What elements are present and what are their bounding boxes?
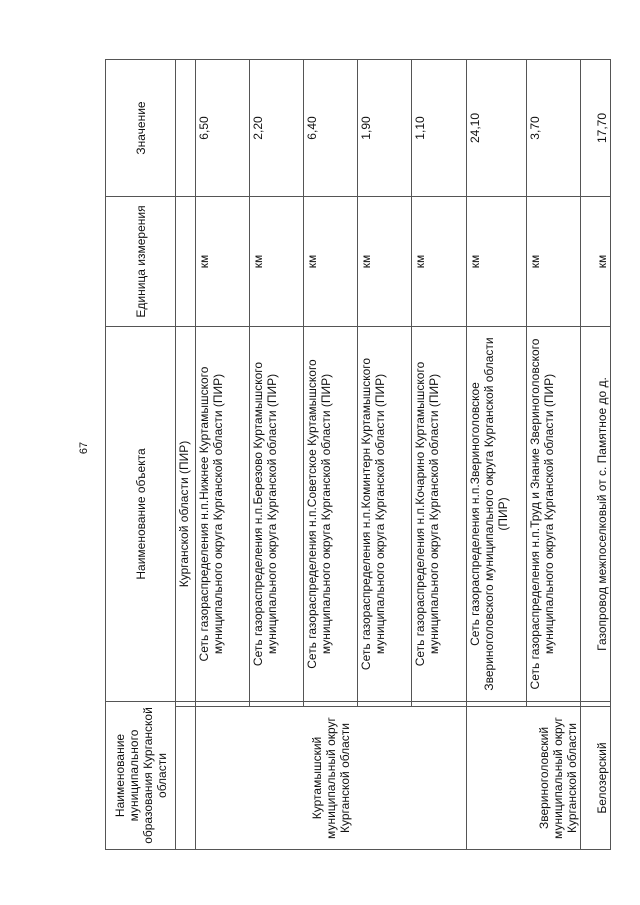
unit-cell: км bbox=[467, 197, 527, 327]
header-row bbox=[106, 60, 176, 850]
unit-cell: км bbox=[250, 197, 304, 327]
object-cell: Сеть газораспределения н.п.Кочарино Куртамышского муниципального округа Курганской области (ПИР) bbox=[412, 327, 467, 702]
value-cell: 1,10 bbox=[412, 60, 467, 197]
header-unit: Единица измерения bbox=[106, 197, 176, 327]
objects-table bbox=[105, 59, 611, 850]
spacer-cell bbox=[527, 702, 581, 707]
header-object: Наименование объекта bbox=[106, 327, 176, 702]
unit-cell: км bbox=[304, 197, 358, 327]
value-cell: 6,50 bbox=[196, 60, 250, 197]
object-cell: Сеть газораспределения н.п.Нижнее Куртамышского муниципального округа Курганской области (ПИР) bbox=[196, 327, 250, 702]
value-cell bbox=[176, 60, 196, 197]
value-cell: 17,70 bbox=[581, 60, 611, 197]
spacer-cell bbox=[304, 702, 358, 707]
object-cell: Газопровод межпоселковый от с. Памятное до д. bbox=[581, 327, 611, 702]
rotated-table-container bbox=[105, 60, 610, 850]
header-municipality: Наименование муниципального образования Курганской области bbox=[106, 702, 176, 850]
page-number: 67 bbox=[78, 441, 90, 455]
municipality-belozersky: Белозерский bbox=[581, 707, 611, 850]
value-cell: 24,10 bbox=[467, 60, 527, 197]
municipality-zverinogolovsk: Звериноголовский муниципальный округ Курганской области bbox=[467, 707, 581, 850]
spacer-cell bbox=[358, 702, 412, 707]
table-row bbox=[467, 60, 527, 850]
unit-cell: км bbox=[358, 197, 412, 327]
object-cell: Сеть газораспределения н.п.Звериноголовское Звериноголовского муниципального округа Курганской области (ПИР) bbox=[467, 327, 527, 702]
municipality-kurtamysh: Куртамышский муниципальный округ Курганской области bbox=[196, 707, 467, 850]
spacer-cell bbox=[250, 702, 304, 707]
spacer-cell bbox=[196, 702, 250, 707]
unit-cell: км bbox=[412, 197, 467, 327]
value-cell: 6,40 bbox=[304, 60, 358, 197]
spacer-cell bbox=[467, 702, 527, 707]
value-cell: 3,70 bbox=[527, 60, 581, 197]
value-cell: 1,90 bbox=[358, 60, 412, 197]
spacer-cell bbox=[581, 702, 611, 707]
unit-cell: км bbox=[527, 197, 581, 327]
object-cell: Сеть газораспределения н.п.Коминтерн Куртамышского муниципального округа Курганской области (ПИР) bbox=[358, 327, 412, 702]
header-value: Значение bbox=[106, 60, 176, 197]
object-cell: Сеть газораспределения н.п.Березово Куртамышского муниципального округа Курганской области (ПИР) bbox=[250, 327, 304, 702]
table-row bbox=[581, 60, 611, 850]
spacer-cell bbox=[176, 702, 196, 707]
municipality-cell-empty bbox=[176, 707, 196, 850]
object-cell: Курганской области (ПИР) bbox=[176, 327, 196, 702]
object-cell: Сеть газораспределения н.п.Советское Куртамышского муниципального округа Курганской области (ПИР) bbox=[304, 327, 358, 702]
table-row bbox=[196, 60, 250, 850]
unit-cell: км bbox=[196, 197, 250, 327]
unit-cell: км bbox=[581, 197, 611, 327]
spacer-cell bbox=[412, 702, 467, 707]
value-cell: 2,20 bbox=[250, 60, 304, 197]
object-cell: Сеть газораспределения н.п.Труд и Знание Звериноголовского муниципального округа Курганской области (ПИР) bbox=[527, 327, 581, 702]
unit-cell bbox=[176, 197, 196, 327]
table-row bbox=[176, 60, 196, 850]
